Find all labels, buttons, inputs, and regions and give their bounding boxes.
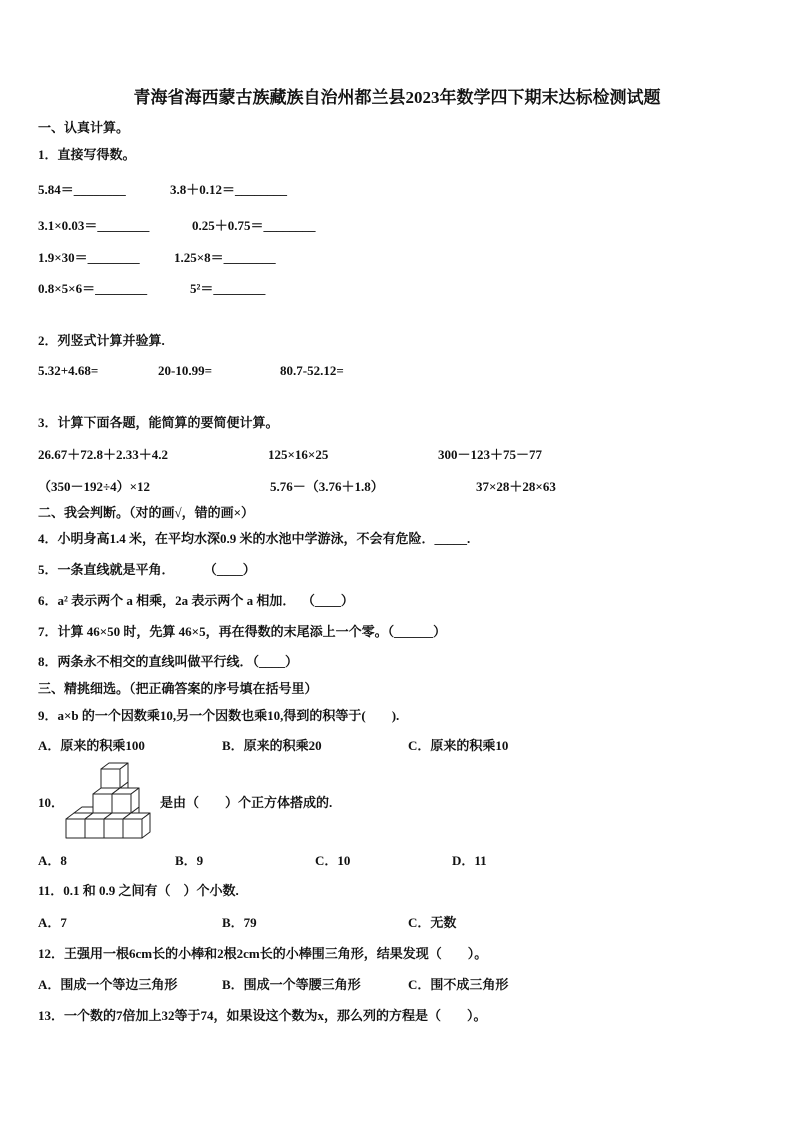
question-5: 5．一条直线就是平角． （____）: [38, 562, 256, 577]
q1-item: 5²＝________: [190, 281, 266, 296]
cube-front-face: [93, 794, 112, 813]
cube: [101, 763, 128, 788]
q10-option-b: B．9: [175, 853, 204, 868]
cube: [123, 813, 150, 838]
question-4: 4．小明身高1.4 米，在平均水深0.9 米的水池中学游泳，不会有危险．_____.: [38, 531, 471, 546]
q9-option-b: B．原来的积乘20: [222, 738, 322, 753]
question-10-stem: 是由（ ）个正方体搭成的.: [160, 795, 333, 810]
q1-item: 1.9×30＝________: [38, 250, 140, 265]
cube: [112, 788, 139, 813]
question-2-stem: 2．列竖式计算并验算.: [38, 333, 165, 348]
q12-option-a: A．围成一个等边三角形: [38, 977, 178, 992]
section-heading-2: 二、我会判断。（对的画√，错的画×）: [38, 505, 255, 520]
cube-front-face: [101, 769, 120, 788]
question-7: 7．计算 46×50 时，先算 46×5，再在得数的末尾添上一个零。（______）: [38, 624, 447, 639]
cube-front-face: [104, 819, 123, 838]
q11-option-c: C．无数: [408, 915, 457, 930]
q1-item: 5.84＝________: [38, 182, 126, 197]
q9-option-a: A．原来的积乘100: [38, 738, 145, 753]
q3-item: 26.67＋72.8＋2.33＋4.2: [38, 447, 169, 462]
q10-option-c: C．10: [315, 853, 351, 868]
section-heading-1: 一、认真计算。: [38, 120, 130, 135]
q1-item: 3.1×0.03＝________: [38, 218, 150, 233]
q2-item: 20-10.99=: [158, 363, 212, 378]
q2-item: 5.32+4.68=: [38, 363, 99, 378]
section-heading-3: 三、精挑细选。（把正确答案的序号填在括号里）: [38, 681, 318, 696]
question-9-stem: 9．a×b 的一个因数乘10,另一个因数也乘10,得到的积等于( ).: [38, 708, 400, 723]
page-title: 青海省海西蒙古族藏族自治州都兰县2023年数学四下期末达标检测试题: [133, 88, 661, 107]
q10-option-a: A．8: [38, 853, 67, 868]
cube-front-face: [66, 819, 85, 838]
question-1-stem: 1．直接写得数。: [38, 147, 136, 162]
question-8: 8．两条永不相交的直线叫做平行线．（____）: [38, 654, 299, 669]
question-10-number: 10．: [38, 795, 65, 810]
q1-item: 0.8×5×6＝________: [38, 281, 148, 296]
q2-item: 80.7-52.12=: [280, 363, 344, 378]
cube-front-face: [123, 819, 142, 838]
q1-item: 0.25＋0.75＝________: [192, 218, 316, 233]
q3-item: 5.76－（3.76＋1.8）: [270, 479, 384, 494]
q12-option-b: B．围成一个等腰三角形: [222, 977, 361, 992]
q10-option-d: D．11: [452, 853, 487, 868]
question-12-stem: 12．王强用一根6cm长的小棒和2根2cm长的小棒围三角形，结果发现（ ）。: [38, 946, 488, 961]
cube-front-face: [112, 794, 131, 813]
q3-item: （350－192÷4）×12: [38, 479, 151, 494]
q1-item: 3.8＋0.12＝________: [170, 182, 288, 197]
cube-stack-figure: [62, 762, 162, 842]
q1-item: 1.25×8＝________: [174, 250, 276, 265]
q11-option-a: A．7: [38, 915, 67, 930]
q12-option-c: C．围不成三角形: [408, 977, 509, 992]
q9-option-c: C．原来的积乘10: [408, 738, 509, 753]
question-11-stem: 11．0.1 和 0.9 之间有（ ）个小数.: [38, 883, 239, 898]
q3-item: 300－123＋75－77: [438, 447, 543, 462]
cube-front-face: [85, 819, 104, 838]
question-13-stem: 13．一个数的7倍加上32等于74，如果设这个数为x，那么列的方程是（ ）。: [38, 1008, 487, 1023]
question-6: 6．a² 表示两个 a 相乘，2a 表示两个 a 相加． （____）: [38, 593, 354, 608]
q3-item: 37×28＋28×63: [476, 479, 556, 494]
question-3-stem: 3．计算下面各题，能简算的要简便计算。: [38, 415, 279, 430]
q3-item: 125×16×25: [268, 447, 329, 462]
q11-option-b: B．79: [222, 915, 257, 930]
